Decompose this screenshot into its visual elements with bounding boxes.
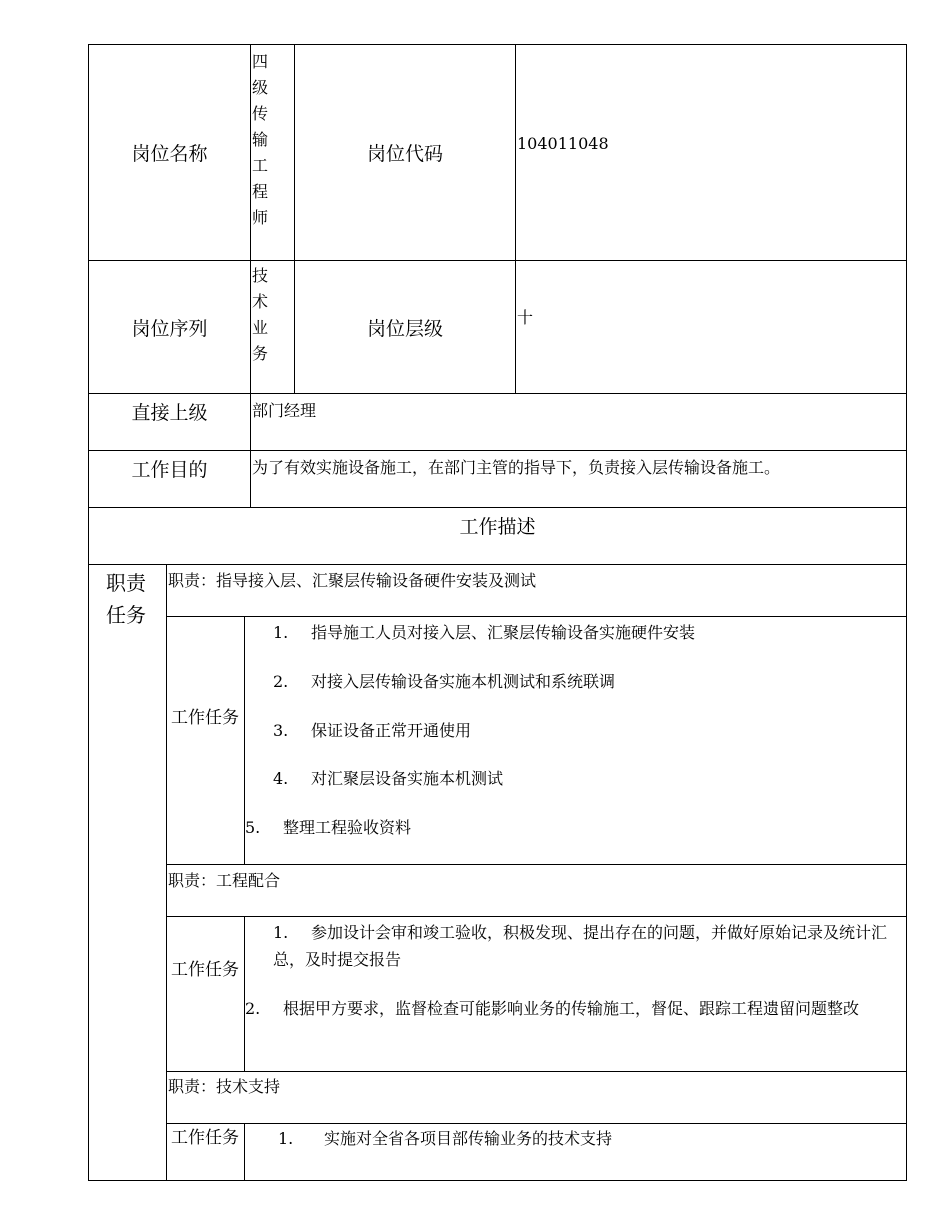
duty-1-task-4: 4. 对汇聚层设备实施本机测试 [273,769,504,788]
duty-2-task-1: 1. 参加设计会审和竣工验收，积极发现、提出存在的问题，并做好原始记录及统计汇总，及时提交报告 [273,923,888,969]
position-name-label: 岗位名称 [88,44,251,261]
description-title: 工作描述 [88,507,907,565]
duty-1-task-2: 2. 对接入层传输设备实施本机测试和系统联调 [273,672,616,691]
duty-3-task-list [244,1123,907,1181]
duty-3-task-label: 工作任务 [171,1128,239,1148]
duty-2-task-label: 工作任务 [171,960,239,980]
position-series-value-cell [250,260,295,394]
purpose-label: 工作目的 [88,450,251,508]
duty-1-title-cell [166,564,907,617]
duty-3-task-label-cell [166,1123,245,1181]
position-level-value-cell [515,260,907,394]
duty-2-task-label-cell [166,916,245,1072]
duty-3-title-cell [166,1071,907,1124]
duty-2-task-list [244,916,907,1072]
duty-1-task-3: 3. 保证设备正常开通使用 [273,721,472,740]
duty-3-task-1: 1. 实施对全省各项目部传输业务的技术支持 [278,1129,613,1148]
duty-1-task-1: 1. 指导施工人员对接入层、汇聚层传输设备实施硬件安装 [273,623,696,642]
duty-1-title: 职责：指导接入层、汇聚层传输设备硬件安装及测试 [168,571,537,590]
position-code-value: 104011048 [517,134,609,153]
duty-2-task-2: 2. 根据甲方要求，监督检查可能影响业务的传输施工，督促、跟踪工程遗留问题整改 [245,999,860,1018]
duty-1-task-label: 工作任务 [171,708,239,728]
position-code-label: 岗位代码 [294,44,516,261]
purpose-value-cell [250,450,907,508]
position-level-label: 岗位层级 [294,260,516,394]
supervisor-label: 直接上级 [88,393,251,451]
supervisor-value-cell [250,393,907,451]
duties-label-cell [88,564,167,1181]
position-series-label: 岗位序列 [88,260,251,394]
duties-label: 职责任务 [106,571,146,627]
duty-1-task-label-cell [166,616,245,865]
position-level-value: 十 [517,308,534,327]
duty-2-title: 职责：工程配合 [168,871,281,890]
duty-1-task-5: 5. 整理工程验收资料 [245,818,412,837]
purpose-value: 为了有效实施设备施工，在部门主管的指导下，负责接入层传输设备施工。 [252,458,781,477]
position-name-value: 四级传输工程师 [252,52,269,227]
supervisor-value: 部门经理 [252,401,317,420]
duty-1-task-list [244,616,907,865]
position-name-value-cell [250,44,295,261]
duty-3-title: 职责：技术支持 [168,1077,281,1096]
position-series-value: 技术业务 [252,266,269,363]
duty-2-title-cell [166,864,907,917]
position-code-value-cell [515,44,907,261]
